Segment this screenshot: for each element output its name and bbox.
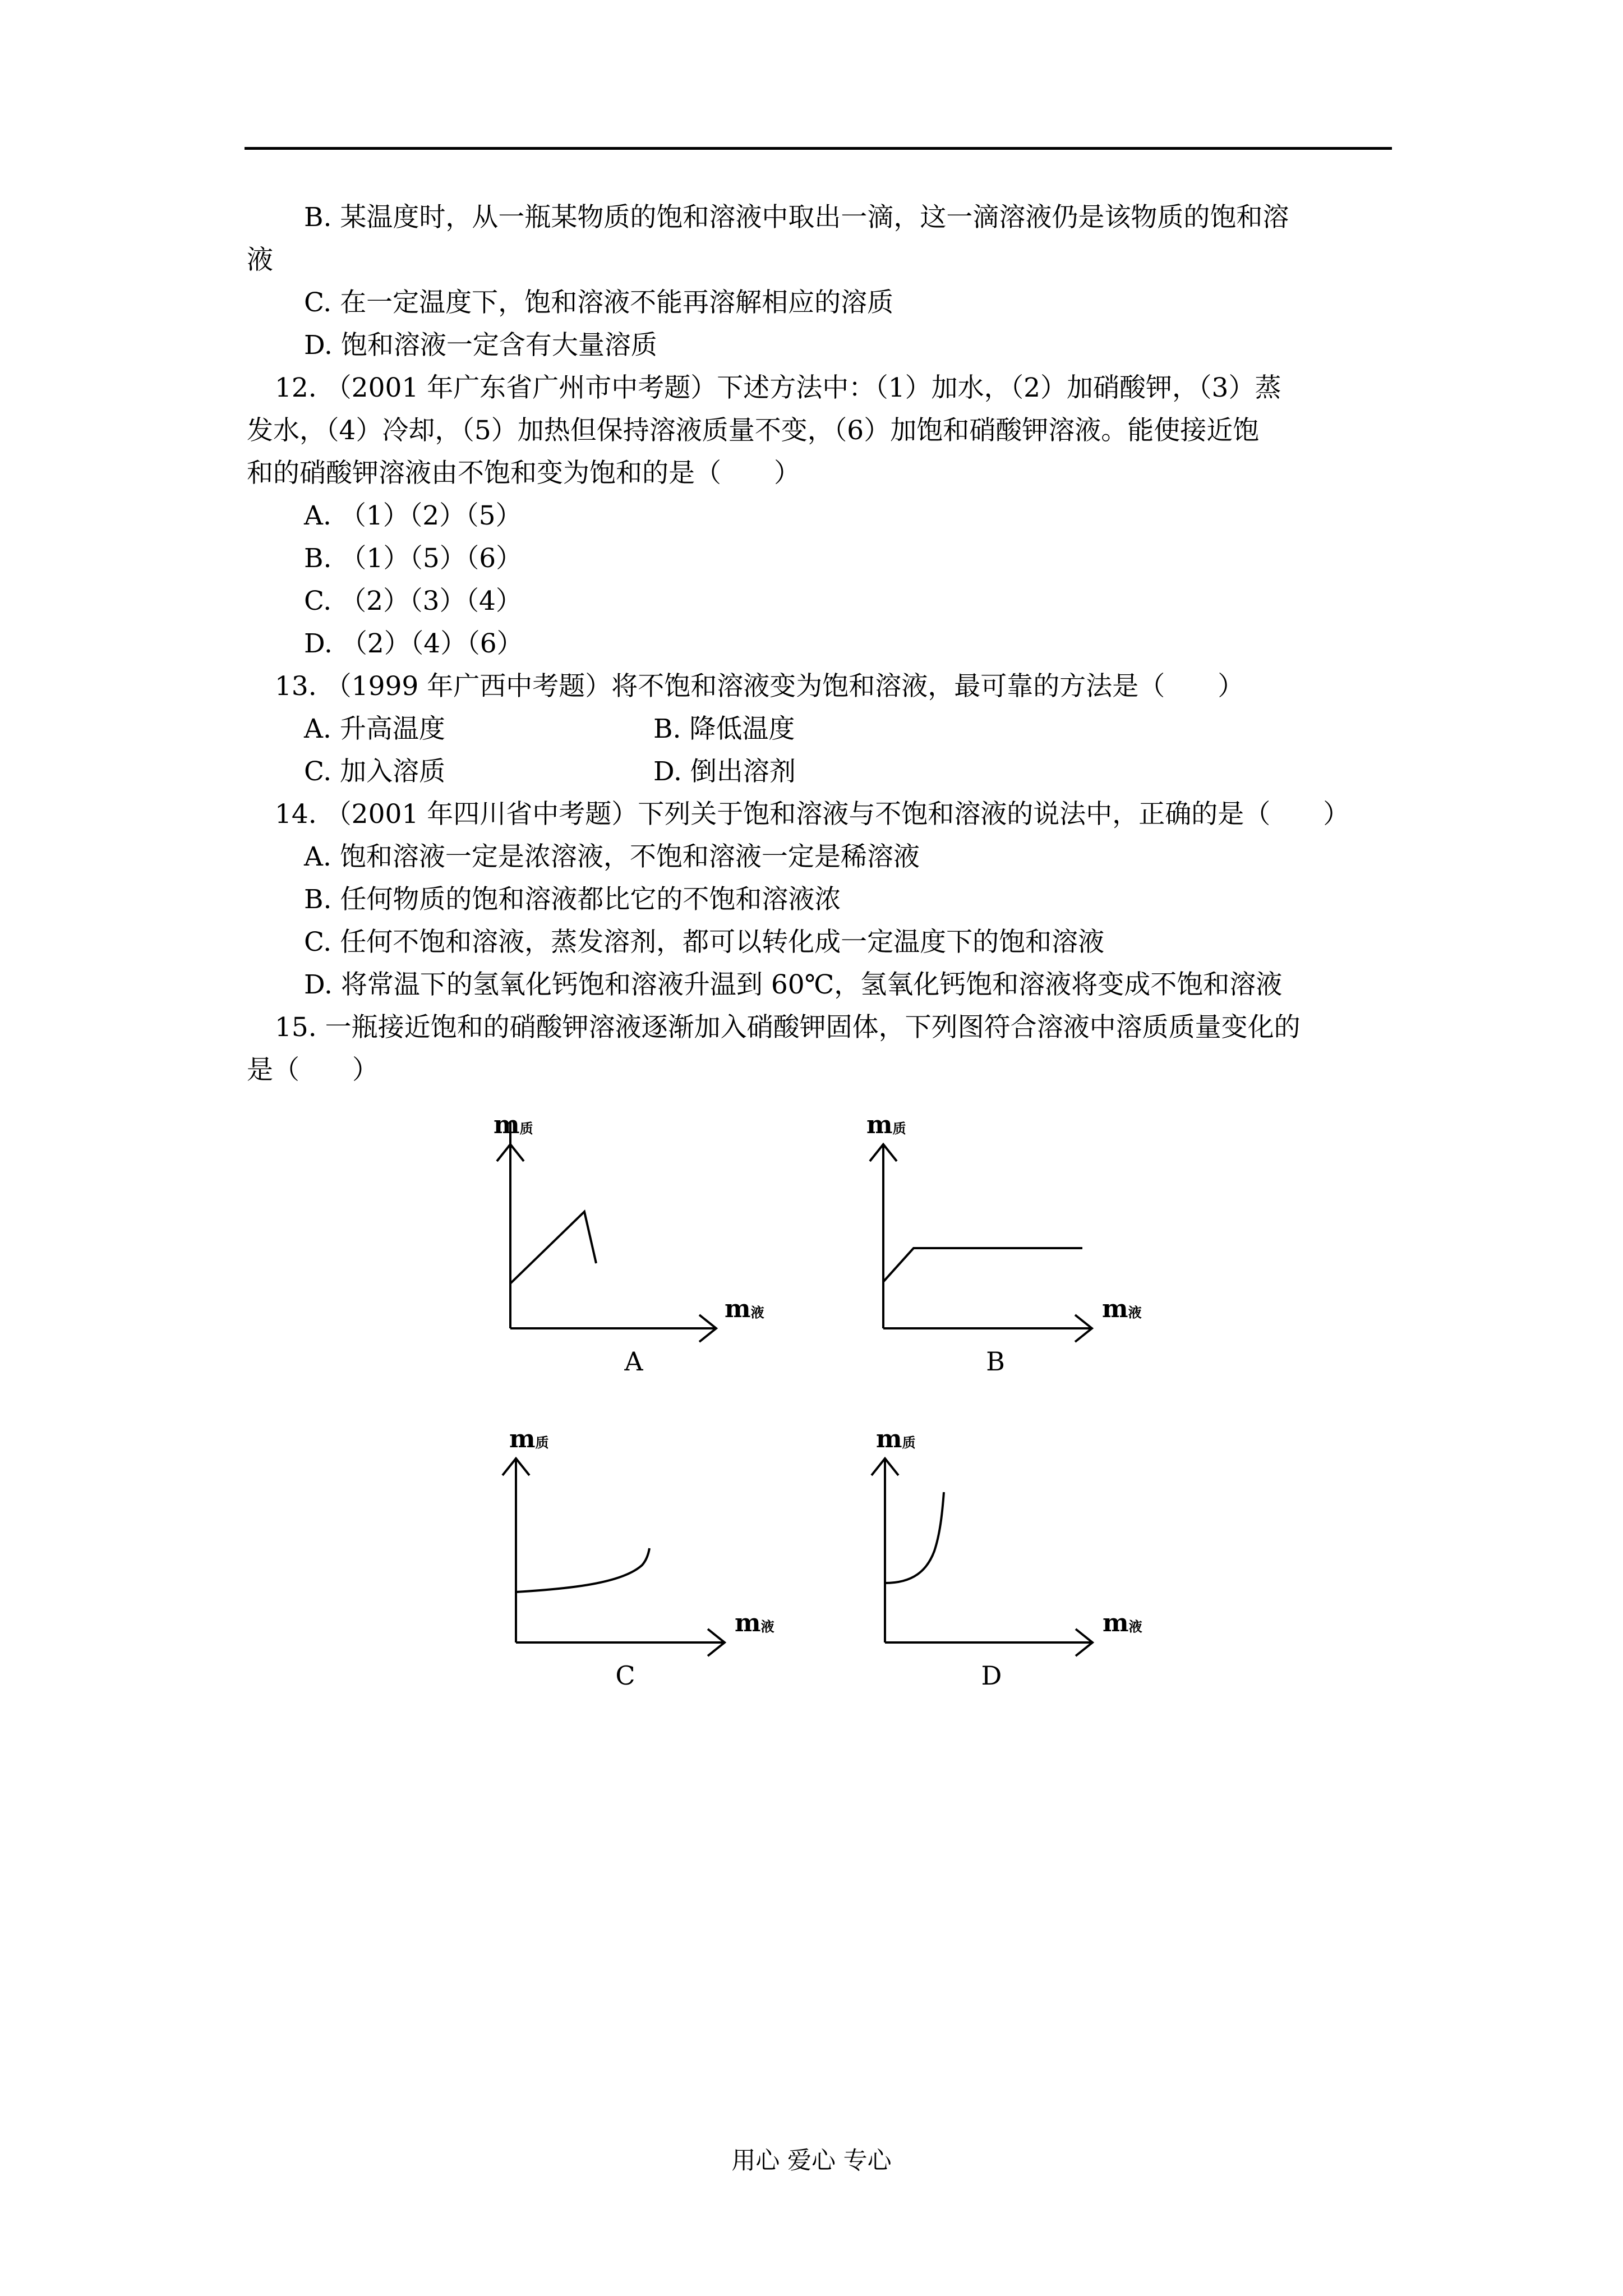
- q14-option-d: D. 将常温下的氢氧化钙饱和溶液升温到 60℃，氢氧化钙饱和溶液将变成不饱和溶液: [304, 969, 1283, 1000]
- q12-stem: 12. （2001 年广东省广州市中考题）下述方法中：（1）加水，（2）加硝酸钾，（3）蒸: [275, 372, 1281, 403]
- graph-d: [868, 1425, 1160, 1691]
- q12-option-a: A. （1）（2）（5）: [304, 500, 522, 531]
- q13-stem: 13. （1999 年广西中考题）将不饱和溶液变为饱和溶液，最可靠的方法是（ ）: [275, 671, 1244, 702]
- graph-a-x-label: m液: [725, 1295, 764, 1323]
- graph-d-plot: [868, 1436, 1160, 1688]
- graph-c: [499, 1425, 791, 1691]
- q13-option-b: B. 降低温度: [653, 714, 795, 744]
- q14-option-a: A. 饱和溶液一定是浓溶液，不饱和溶液一定是稀溶液: [304, 841, 920, 872]
- header-rule: [245, 147, 1392, 150]
- q11-option-b: B. 某温度时，从一瓶某物质的饱和溶液中取出一滴，这一滴溶液仍是该物质的饱和溶: [304, 202, 1289, 233]
- graph-c-y-label: m质: [509, 1425, 549, 1453]
- q12-option-b: B. （1）（5）（6）: [304, 543, 523, 574]
- graph-b-curve: [883, 1248, 1082, 1282]
- q12-option-c: C. （2）（3）（4）: [304, 586, 522, 616]
- graph-d-y-label: m质: [876, 1425, 916, 1453]
- q11-option-b-cont: 液: [247, 245, 273, 275]
- q12-option-d: D. （2）（4）（6）: [304, 628, 523, 659]
- graph-b-plot: [866, 1122, 1158, 1374]
- q14-option-c: C. 任何不饱和溶液，蒸发溶剂，都可以转化成一定温度下的饱和溶液: [304, 927, 1105, 958]
- q15-stem: 15. 一瓶接近饱和的硝酸钾溶液逐渐加入硝酸钾固体，下列图符合溶液中溶质质量变化的: [275, 1012, 1301, 1043]
- graph-b-y-label: m质: [866, 1111, 906, 1139]
- q14-option-b: B. 任何物质的饱和溶液都比它的不饱和溶液浓: [304, 884, 841, 915]
- page-footer: 用心 爱心 专心: [731, 2147, 892, 2175]
- graph-c-x-label: m液: [735, 1609, 774, 1637]
- q11-option-c: C. 在一定温度下，饱和溶液不能再溶解相应的溶质: [304, 287, 894, 318]
- q13-option-d: D. 倒出溶剂: [653, 756, 796, 787]
- graph-d-x-label: m液: [1103, 1609, 1142, 1637]
- q11-option-d: D. 饱和溶液一定含有大量溶质: [304, 330, 657, 361]
- graph-a-curve: [510, 1212, 596, 1283]
- graph-b: [866, 1111, 1158, 1377]
- q15-stem-cont: 是（ ）: [247, 1055, 379, 1085]
- graph-a: [494, 1111, 785, 1377]
- graph-d-curve: [885, 1492, 944, 1583]
- graph-b-x-label: m液: [1102, 1295, 1142, 1323]
- graph-c-curve: [516, 1548, 649, 1592]
- graph-a-caption: A: [624, 1346, 643, 1377]
- q14-stem: 14. （2001 年四川省中考题）下列关于饱和溶液与不饱和溶液的说法中，正确的是（ ）: [275, 799, 1350, 830]
- graph-a-y-label: m质: [494, 1111, 533, 1139]
- graph-c-plot: [499, 1436, 791, 1688]
- q12-stem-cont2: 和的硝酸钾溶液由不饱和变为饱和的是（ ）: [247, 458, 800, 489]
- q13-option-c: C. 加入溶质: [304, 756, 446, 787]
- q12-stem-cont1: 发水，（4）冷却，（5）加热但保持溶液质量不变，（6）加饱和硝酸钾溶液。能使接近饱: [247, 415, 1260, 446]
- graph-d-caption: D: [981, 1660, 1002, 1691]
- graph-b-caption: B: [986, 1346, 1005, 1377]
- q13-option-a: A. 升高温度: [304, 714, 445, 744]
- graph-a-plot: [494, 1122, 785, 1374]
- graph-c-caption: C: [615, 1660, 635, 1691]
